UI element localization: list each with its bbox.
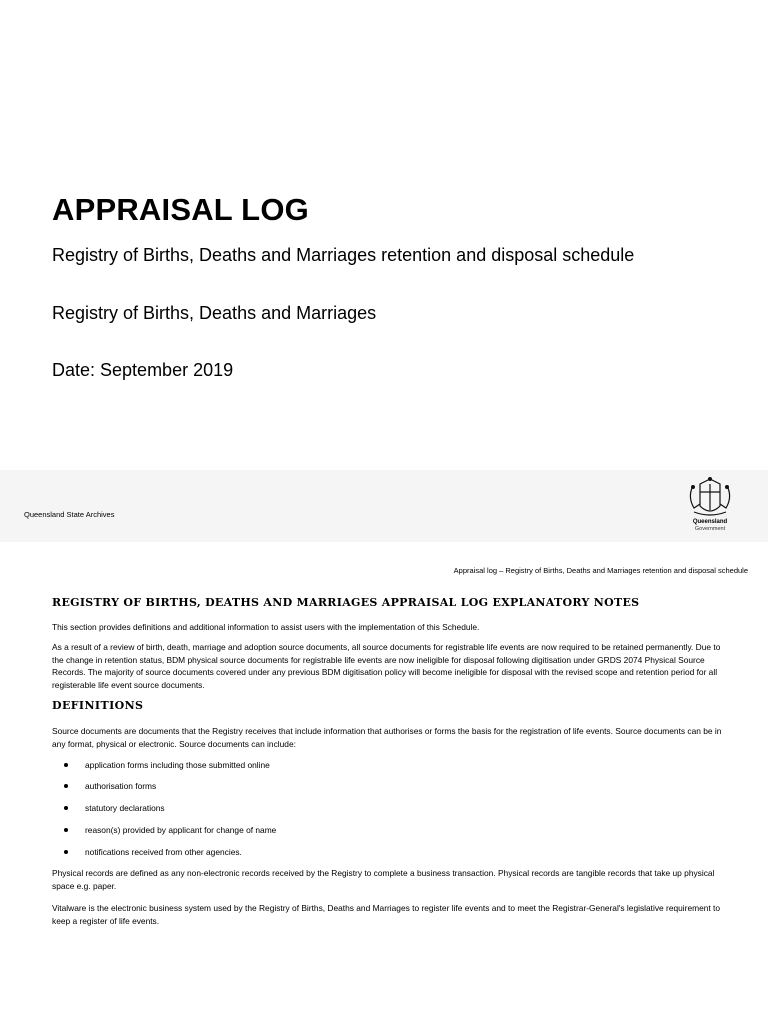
cover-footer-band xyxy=(0,470,768,542)
list-item-text: application forms including those submitted online xyxy=(85,760,270,770)
list-item-text: notifications received from other agencies. xyxy=(85,847,242,857)
logo-line-government: Government xyxy=(694,526,726,532)
list-item-text: reason(s) provided by applicant for change of name xyxy=(85,825,277,835)
agency-name: Registry of Births, Deaths and Marriages xyxy=(52,303,377,323)
intro-paragraph: This section provides definitions and additional information to assist users with the implementation of this Schedule. xyxy=(52,622,480,632)
document-date: Date: September 2019 xyxy=(52,360,234,380)
document-subtitle: Registry of Births, Deaths and Marriages retention and disposal schedule xyxy=(52,245,635,265)
list-item-text: statutory declarations xyxy=(85,803,165,813)
cover-page xyxy=(0,0,768,470)
footer-org-name: Queensland State Archives xyxy=(24,510,115,519)
bullet-icon xyxy=(64,784,68,788)
page-title: APPRAISAL LOG xyxy=(52,192,309,227)
bullet-icon xyxy=(64,850,68,854)
vitalware-paragraph: Vitalware is the electronic business system used by the Registry of Births, Deaths and Marriages to register life events and to meet the Registrar-General's legislative requirement to keep a register of life events. xyxy=(52,903,721,926)
bullet-icon xyxy=(64,806,68,810)
explanatory-notes-heading: REGISTRY OF BIRTHS, DEATHS AND MARRIAGES APPRAISAL LOG EXPLANATORY NOTES xyxy=(52,596,640,609)
list-item-text: authorisation forms xyxy=(85,781,157,791)
bullet-icon xyxy=(64,828,68,832)
review-paragraph: As a result of a review of birth, death, marriage and adoption source documents, all source documents for registrable life events are now required to be retained permanently. Due to the change in retention status, BDM physical source documents for registrable life events are now ineligible for disposal following digitisation under GRDS 2074 Physical Source Records. The majority of source documents covered under any previous BDM digitisation policy will become ineligible for disposal with the revised scope and retention period for all registerable life event source documents. xyxy=(52,642,721,690)
bullet-icon xyxy=(64,763,68,767)
definitions-heading: DEFINITIONS xyxy=(52,699,144,712)
source-documents-paragraph: Source documents are documents that the Registry receives that include information that authorises or forms the basis for the registration of life events. Source documents can be in any format, physical or electronic. Source documents can include: xyxy=(52,726,722,749)
physical-records-paragraph: Physical records are defined as any non-electronic records received by the Registry to complete a business transaction. Physical records are tangible records that take up physical space e.g. paper. xyxy=(52,868,715,891)
running-header: Appraisal log – Registry of Births, Deaths and Marriages retention and disposal schedule xyxy=(453,566,748,575)
logo-line-queensland: Queensland xyxy=(692,519,728,525)
